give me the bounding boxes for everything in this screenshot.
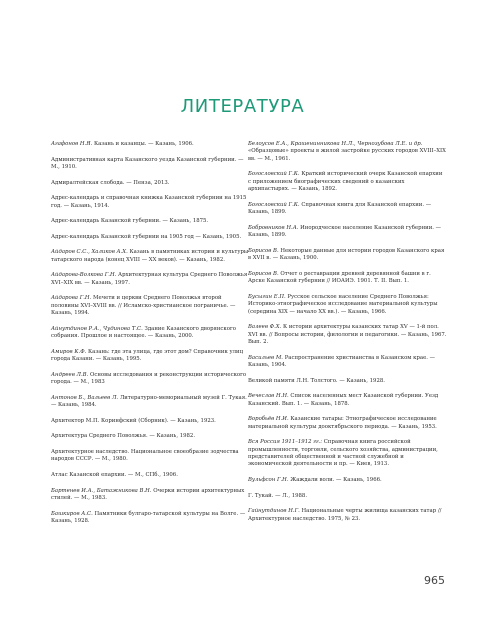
entry-author: Антонов Б., Вальеев Л. bbox=[51, 394, 119, 401]
entry-author: Андреев Л.В. bbox=[51, 371, 89, 378]
page-number: 965 bbox=[424, 574, 445, 587]
entry-author: Айдарова Г.Н. bbox=[51, 295, 92, 302]
entry-author: Айдарова-Волкова Г.Н. bbox=[51, 272, 117, 279]
bibliography-entry bbox=[51, 326, 250, 341]
page-title: ЛИТЕРАТУРА bbox=[180, 96, 305, 117]
bibliography-entry bbox=[51, 488, 250, 503]
entry-text: Краткий исторический очерк Казанской епархии с приложением биографических сведений о казанских архипастырях. — Казань, 1892. bbox=[248, 171, 443, 193]
bibliography-entry bbox=[248, 378, 447, 385]
bibliography-entry bbox=[248, 141, 447, 163]
bibliography-entry bbox=[51, 449, 250, 464]
entry-text: Архитектура Среднего Поволжья. — Казань, 1982. bbox=[51, 433, 196, 440]
bibliography-entry bbox=[51, 234, 250, 241]
entry-text: К истории архитектуры казанских татар XV — 1-й пол. XVI вв. // Вопросы истории, филологии и педагогики. — Казань, 1967. Вып. 2. bbox=[248, 324, 447, 346]
bibliography-right-column bbox=[248, 141, 447, 531]
entry-text: Архитектурное наследство. Национальное своеобразие зодчества народов СССР. — М., 1980. bbox=[51, 448, 239, 463]
entry-text: Литературно-мемориальный музей Г. Тукая. — Казань, 1984. bbox=[51, 394, 247, 409]
entry-author: Башкиров А.С. bbox=[51, 510, 93, 517]
entry-text: Административная карта Казанского уезда Казанской губернии. — М., 1910. bbox=[51, 156, 244, 170]
bibliography-entry bbox=[51, 395, 250, 410]
entry-text: Жаждали воли. — Казань, 1966. bbox=[288, 477, 382, 484]
bibliography-entry bbox=[248, 202, 447, 217]
bibliography-entry bbox=[248, 324, 447, 346]
entry-text: Мечети и церкви Среднего Поволжья второй половины XVI–XVIII вв. // Исламско-христианское пограничье. — Казань, 1994. bbox=[51, 295, 236, 317]
entry-text: Инородческое население Казанской губернии. — Казань, 1899. bbox=[248, 224, 442, 239]
entry-text: Отчет о реставрации древней деревянной башни в г. Арске Казанской губернии // ИОАИЭ. 1901. Т. II. Вып. 1. bbox=[248, 270, 431, 285]
entry-text: Адмиралтейская слобода. — Пенза, 2013. bbox=[51, 179, 170, 186]
entry-text: Архитектор М.П. Коринфский (Сборник). — Казань, 1923. bbox=[51, 417, 216, 424]
bibliography-entry bbox=[248, 171, 447, 193]
entry-text: Очерки истории архитектурных стилей. — М., 1983. bbox=[51, 487, 245, 501]
entry-author: Вся Россия 1911–1912 гг.: bbox=[248, 439, 323, 446]
entry-author: Агафонов Н.Я. bbox=[51, 141, 93, 147]
entry-author: Вечеслав Н.Н. bbox=[248, 393, 289, 400]
entry-author: Бобровников Н.А. bbox=[248, 224, 299, 231]
bibliography-entry bbox=[51, 272, 250, 287]
entry-text: Основы исследования и реконструкции исторического города. — М., 1983 bbox=[51, 371, 247, 386]
entry-text: Казань: где эта улица, где этот дом? Справочник улиц города Казани. — Казань, 1995. bbox=[51, 348, 244, 363]
bibliography-entry bbox=[51, 180, 250, 187]
bibliography-entry bbox=[51, 418, 250, 425]
bibliography-entry bbox=[248, 355, 447, 370]
bibliography-entry bbox=[51, 249, 250, 264]
entry-text: Национальные черты жилища казанских татар // Архитектурное наследство. 1975, № 23. bbox=[248, 508, 442, 522]
entry-text: Справочная книга российской промышленности, торговли, сельского хозяйства, администрации, представителей общественной и частной служебной и экономической деятельности и пр. — Киев, 1913. bbox=[248, 439, 438, 468]
entry-author: Айнутдинов Р.А., Чудинова Т.С. bbox=[51, 325, 143, 332]
entry-text: Г. Тукай. — Л., 1988. bbox=[248, 492, 308, 499]
entry-text: Список населенных мест Казанской губернии. Уезд Казанский. Вып. 1. — Казань, 1878. bbox=[248, 393, 439, 407]
bibliography-entry bbox=[248, 393, 447, 408]
entry-text: Казань в памятниках истории и культуры татарского народа (конец XVIII — XX веков). — Казань, 1982. bbox=[51, 249, 249, 263]
entry-text: Русское сельское население Среднего Поволжья: Историко-этнографическое исследование материальной культуры (середина XIX — начало XX вв.). — Казань, 1966. bbox=[248, 293, 438, 315]
bibliography-entry bbox=[248, 248, 447, 263]
entry-author: Валеев Ф.Х. bbox=[248, 324, 282, 331]
entry-text: «Образцовые» проекты в жилой застройке русских городов XVIII–XIX вв. — М., 1961. bbox=[248, 148, 446, 162]
entry-author: Богословский Г.К. bbox=[248, 201, 300, 208]
entry-text: Адрес-календарь Казанской губернии. — Казань, 1875. bbox=[51, 218, 209, 225]
entry-author: Гайнутдинов Н.Г. bbox=[248, 508, 300, 515]
entry-text: Казань и казанцы. — Казань, 1906. bbox=[92, 141, 194, 147]
entry-text: Великой памяти Л.Н. Толстого. — Казань, 1928. bbox=[248, 377, 385, 384]
entry-author: Борисов В. bbox=[248, 270, 279, 277]
bibliography-left-column bbox=[51, 141, 250, 534]
entry-text: Здание Казанского дворянского собрания. Прошлое и настоящее. — Казань, 2000. bbox=[51, 325, 237, 340]
bibliography-entry bbox=[51, 372, 250, 387]
entry-author: Борисов В. bbox=[248, 247, 279, 254]
entry-author: Богословский Г.К. bbox=[248, 171, 300, 178]
entry-text: Справочная книга для Казанской епархии. — Казань, 1899. bbox=[248, 201, 432, 216]
bibliography-entry bbox=[248, 508, 447, 523]
entry-author: Вульфсон Г.Н. bbox=[248, 477, 289, 484]
entry-author: Айдаров С.С., Халиков А.Х. bbox=[51, 249, 128, 256]
bibliography-entry bbox=[248, 493, 447, 500]
entry-text: Казанские татары: Этнографическое исследование материальной культуры дооктябрьского периода. — Казань, 1953. bbox=[248, 416, 437, 430]
entry-author: Бартенев И.А., Батажникова В.Н. bbox=[51, 487, 152, 494]
entry-author: Воробьёв Н.И. bbox=[248, 416, 289, 423]
bibliography-entry bbox=[51, 195, 250, 210]
bibliography-entry bbox=[51, 218, 250, 225]
bibliography-entry bbox=[248, 439, 447, 469]
entry-text: Памятники булгаро-татарской культуры на Волге. — Казань, 1928. bbox=[51, 510, 246, 524]
entry-text: Распространение христианства в Казанском крае. — Казань, 1904. bbox=[248, 354, 435, 369]
bibliography-entry bbox=[51, 349, 250, 364]
bibliography-entry bbox=[248, 416, 447, 431]
bibliography-entry bbox=[248, 225, 447, 240]
entry-text: Архитектурная культура Среднего Поволжья XVI–XIX вв. — Казань, 1997. bbox=[51, 272, 248, 286]
entry-text: Атлас Казанской епархии. — М., СПб., 1906. bbox=[51, 471, 178, 478]
bibliography-entry bbox=[51, 157, 250, 172]
bibliography-entry bbox=[51, 433, 250, 440]
entry-text: Адрес-календарь и справочная книжка Казанской губернии на 1915 год. — Казань, 1914. bbox=[51, 195, 247, 209]
entry-text: Адрес-календарь Казанской губернии на 1905 год — Казань, 1905. bbox=[51, 233, 242, 240]
bibliography-entry bbox=[51, 511, 250, 526]
entry-author: Амиров К.Ф. bbox=[51, 348, 87, 355]
bibliography-entry bbox=[51, 141, 250, 148]
entry-author: Белоусов Е.А., Крашенинникова Н.Л., Чернозубова Л.Е. и др. bbox=[248, 141, 423, 147]
bibliography-entry bbox=[51, 472, 250, 479]
bibliography-entry bbox=[248, 271, 447, 286]
entry-author: Васильев М. bbox=[248, 354, 284, 361]
bibliography-entry bbox=[248, 477, 447, 484]
bibliography-entry bbox=[248, 294, 447, 316]
entry-author: Бусыгин Е.П. bbox=[248, 293, 286, 300]
bibliography-entry bbox=[51, 295, 250, 317]
entry-text: Некоторые данные для истории городов Казанского края в XVII в. — Казань, 1900. bbox=[248, 247, 445, 262]
